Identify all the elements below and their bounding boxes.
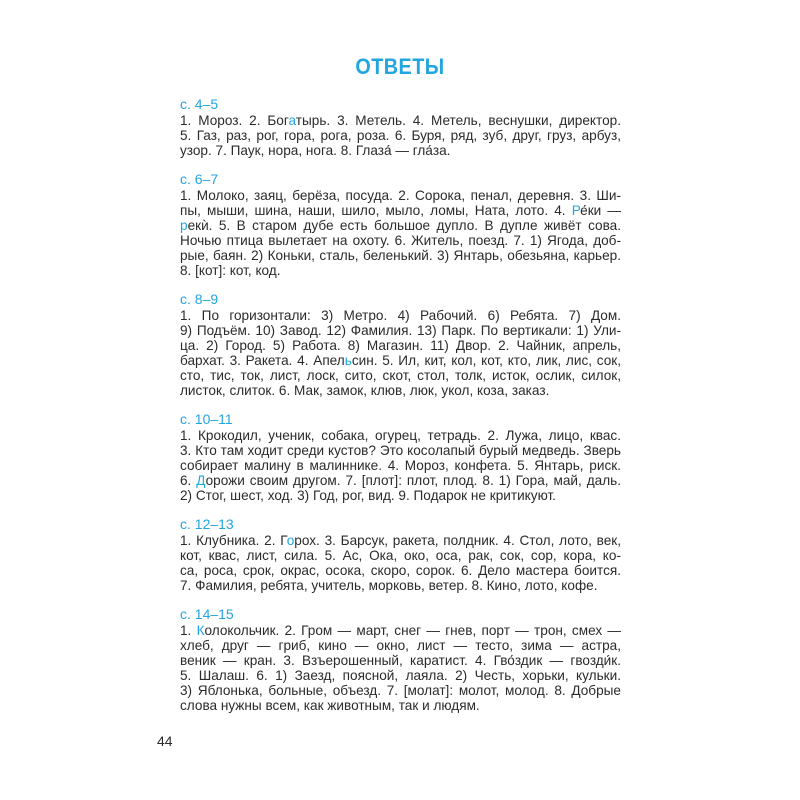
answer-section: [180, 516, 621, 593]
answer-text: рох. 3. Барсук, ракета, полдник. 4. Стол, лото, век,: [294, 533, 621, 548]
section-heading: с. 10–11: [180, 411, 233, 427]
answer-text: 1. Мороз. 2. Бог: [180, 113, 289, 128]
highlighted-letter: К: [196, 623, 205, 638]
highlighted-letter: а: [288, 113, 296, 128]
answer-line: [180, 143, 621, 158]
answer-line: [180, 578, 621, 593]
answer-line: [180, 563, 621, 578]
answer-line: [180, 248, 621, 263]
answer-line: [180, 203, 621, 218]
section-heading: с. 4–5: [180, 96, 219, 112]
answer-line: [180, 443, 621, 458]
answer-text: 1. Крокодил, ученик, собака, огурец, тетрадь. 2. Лужа, лицо, квас.: [180, 428, 621, 443]
answer-line: [180, 668, 621, 683]
answer-line: [180, 428, 621, 443]
answer-line: [180, 653, 621, 668]
answer-line: [180, 473, 621, 488]
answer-text: 3) Яблонька, больные, объезд. 7. [молат]: молот, молод. 8. Добрые: [180, 683, 621, 698]
answer-text: 6.: [180, 473, 197, 488]
answer-line: [180, 458, 621, 473]
highlighted-letter: ь: [344, 353, 352, 368]
answer-section: [180, 291, 621, 398]
highlighted-letter: р: [180, 218, 188, 233]
answer-line: [180, 353, 621, 368]
section-heading: с. 14–15: [180, 606, 234, 622]
answer-section: [180, 171, 621, 278]
answer-text: 1. Клубника. 2. Г: [180, 533, 287, 548]
answer-line: [180, 338, 621, 353]
answer-text: Ночью птица вылетает на охоту. 6. Житель, поезд. 7. 1) Ягода, доб-: [180, 233, 621, 248]
section-heading: с. 6–7: [180, 171, 219, 187]
answer-text: ца. 2) Город. 5) Работа. 8) Магазин. 11) Двор. 2. Чайник, апрель,: [180, 338, 621, 353]
page-title: ОТВЕТЫ: [355, 54, 445, 79]
answer-text: орожи своим другом. 7. [плот]: плот, плод. 8. 1) Гора, май, даль.: [205, 473, 621, 488]
answer-section: [180, 606, 621, 713]
answer-section: [180, 411, 621, 503]
answer-text: узор. 7. Паук, нора, нога. 8. Глаза́ — гла́за.: [180, 143, 451, 158]
answer-text: 7. Фамилия, ребята, учитель, морковь, ветер. 8. Кино, лото, кофе.: [180, 578, 598, 593]
answer-line: [180, 308, 621, 323]
answer-text: 1. Молоко, заяц, берёза, посуда. 2. Сорока, пенал, деревня. 3. Ши-: [180, 188, 621, 203]
answer-text: бархат. 3. Ракета. 4. Апел: [180, 353, 345, 368]
section-heading: с. 8–9: [180, 291, 219, 307]
answer-line: [180, 218, 621, 233]
answer-line: [180, 623, 621, 638]
answer-text: слова нужны всем, как животным, так и людям.: [180, 698, 480, 713]
answer-text: екѝ. 5. В старом дубе есть большое дупло. В дупле живёт сова.: [187, 218, 621, 233]
answer-line: [180, 113, 621, 128]
answer-line: [180, 263, 621, 278]
answer-line: [180, 323, 621, 338]
answer-text: 9) Подъём. 10) Завод. 12) Фамилия. 13) Парк. По вертикали: 1) Ули-: [180, 323, 621, 338]
answers-content: [180, 96, 621, 726]
answer-line: [180, 548, 621, 563]
answer-text: собирает малину в малиннике. 4. Мороз, конфета. 5. Янтарь, риск.: [180, 458, 621, 473]
answer-line: [180, 383, 621, 398]
answer-line: [180, 233, 621, 248]
answer-text: хлеб, друг — гриб, кино — окно, лист — тесто, зима — астра,: [180, 638, 621, 653]
answer-text: 1.: [180, 623, 197, 638]
answer-line: [180, 368, 621, 383]
answer-line: [180, 128, 621, 143]
highlighted-letter: о: [286, 533, 295, 548]
highlighted-letter: Д: [196, 473, 206, 488]
answer-line: [180, 488, 621, 503]
section-heading: с. 12–13: [180, 516, 234, 532]
answer-text: 5. Шалаш. 6. 1) Заезд, поясной, лаяла. 2) Честь, хорьки, кульки.: [180, 668, 621, 683]
answer-line: [180, 698, 621, 713]
answer-text: е́ки —: [580, 203, 621, 218]
answer-text: пы, мыши, шина, наши, шило, мыло, ломы, Ната, лото. 4.: [180, 203, 572, 218]
answer-text: 5. Газ, раз, рог, гора, рога, роза. 6. Буря, ряд, зуб, друг, груз, арбуз,: [180, 128, 621, 143]
answer-text: са, роса, срок, окрас, осока, скоро, сорок. 6. Дело мастера боится.: [180, 563, 621, 578]
answer-line: [180, 683, 621, 698]
answer-line: [180, 638, 621, 653]
page-number: 44: [157, 733, 173, 749]
answer-text: олокольчик. 2. Гром — март, снег — гнев, порт — трон, смех —: [204, 623, 621, 638]
answer-text: 8. [кот]: кот, код.: [180, 263, 281, 278]
answer-text: 2) Стог, шест, ход. 3) Год, рог, вид. 9. Подарок не критикуют.: [180, 488, 556, 503]
answer-text: сто, тис, ток, лист, лоск, сито, скот, стол, толк, исток, ослик, силок,: [180, 368, 621, 383]
highlighted-letter: Р: [571, 203, 581, 218]
answer-text: рые, баян. 2) Коньки, сталь, беленький. 3) Янтарь, обезьяна, карьер.: [180, 248, 621, 263]
answer-line: [180, 533, 621, 548]
answer-text: 3. Кто там ходит среди кустов? Это косолапый бурый медведь. Зверь: [180, 443, 621, 458]
answer-text: листок, слиток. 6. Мак, замок, клюв, люк, укол, коза, заказ.: [180, 383, 550, 398]
answer-text: веник — кран. 3. Взъерошенный, каратист. 4. Гво́здик — гвозди́к.: [180, 653, 621, 668]
answer-section: [180, 96, 621, 158]
answer-text: син. 5. Ил, кит, кол, кот, кто, лик, лис, сок,: [351, 353, 621, 368]
answer-text: кот, квас, лист, сила. 5. Ас, Ока, око, оса, рак, сок, сор, кора, ко-: [180, 548, 621, 563]
answer-text: тырь. 3. Метель. 4. Метель, веснушки, директор.: [295, 113, 621, 128]
answer-text: 1. По горизонтали: 3) Метро. 4) Рабочий. 6) Ребята. 7) Дом.: [180, 308, 621, 323]
answer-line: [180, 188, 621, 203]
